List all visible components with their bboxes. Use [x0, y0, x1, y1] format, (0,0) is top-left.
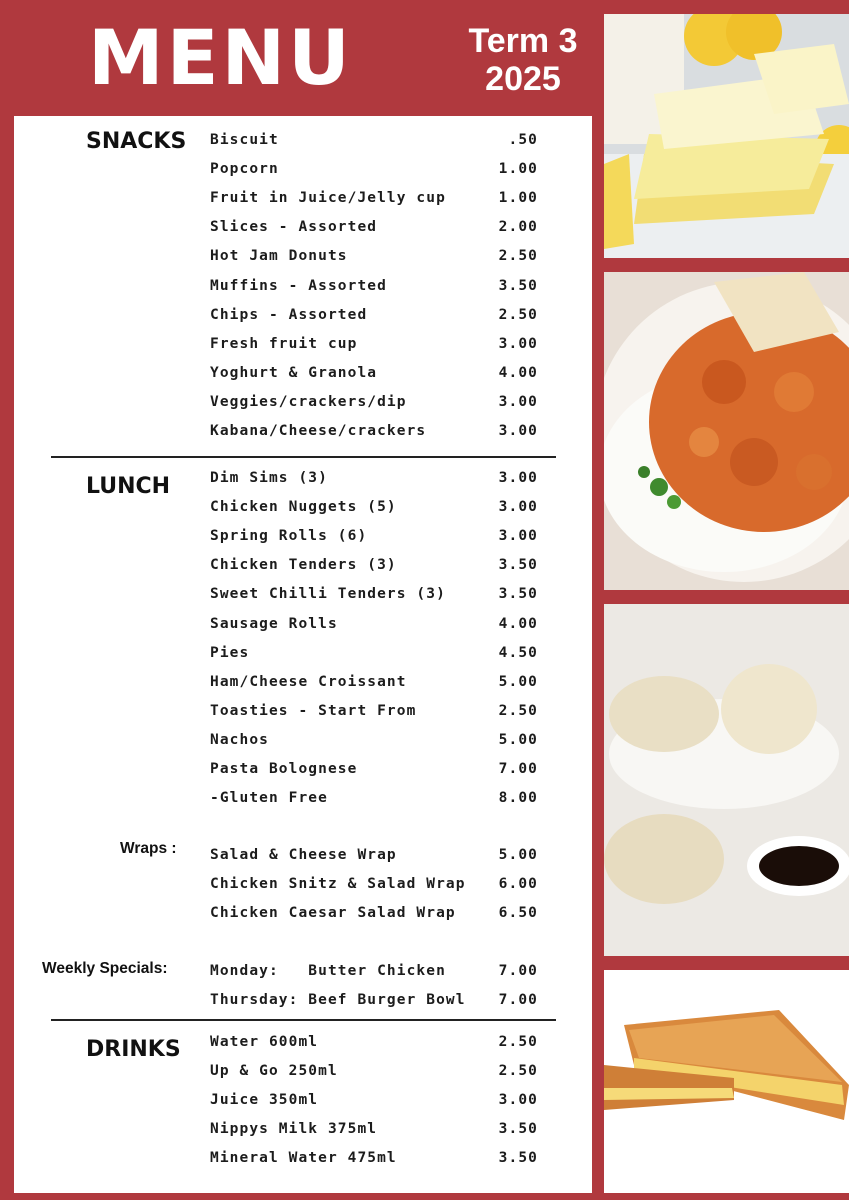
menu-item-price: 3.00: [498, 528, 538, 545]
section-heading-lunch: LUNCH: [86, 474, 171, 499]
menu-item: [210, 365, 550, 387]
menu-item-name: Veggies/crackers/dip: [210, 393, 407, 410]
menu-item: [210, 761, 550, 783]
menu-item-price: 6.00: [498, 876, 538, 893]
menu-item-price: 3.00: [498, 1092, 538, 1109]
menu-item-price: 3.50: [498, 557, 538, 574]
menu-item-name: Chicken Tenders (3): [210, 557, 397, 574]
menu-item-name: Salad & Cheese Wrap: [210, 847, 397, 863]
menu-item: [210, 499, 550, 521]
menu-item: [210, 1034, 550, 1056]
menu-item-name: Hot Jam Donuts: [210, 248, 348, 265]
menu-item: [210, 470, 550, 492]
menu-item-name: Fresh fruit cup: [210, 335, 358, 352]
menu-item-name: Fruit in Juice/Jelly cup: [210, 190, 446, 207]
menu-item-name: Dim Sims (3): [210, 470, 328, 486]
menu-item: [210, 132, 550, 154]
menu-item: [210, 557, 550, 579]
menu-item-name: Chicken Nuggets (5): [210, 499, 397, 516]
menu-item-name: Toasties - Start From: [210, 702, 417, 719]
toastie-photo: [604, 970, 849, 1193]
menu-item: [210, 219, 550, 241]
menu-item-price: 2.50: [498, 306, 538, 323]
menu-item: [210, 905, 550, 927]
menu-item-name: Yoghurt & Granola: [210, 364, 378, 381]
menu-item: [210, 1092, 550, 1114]
section-heading-drinks: DRINKS: [86, 1037, 181, 1062]
menu-item-price: 5.00: [498, 731, 538, 748]
menu-item: [210, 963, 550, 985]
menu-item-name: Chips - Assorted: [210, 306, 368, 323]
menu-item-name: Nippys Milk 375ml: [210, 1121, 378, 1138]
menu-item-price: 2.50: [498, 1034, 538, 1050]
menu-item-name: Biscuit: [210, 132, 279, 148]
menu-item: [210, 1063, 550, 1085]
menu-item: [210, 307, 550, 329]
menu-item-price: 3.00: [498, 423, 538, 439]
menu-item-price: 3.00: [498, 470, 538, 486]
menu-item: [210, 278, 550, 300]
menu-item-price: .50: [508, 132, 538, 148]
menu-item-price: 3.50: [498, 1121, 538, 1138]
menu-item-price: 3.50: [498, 1150, 538, 1167]
menu-item-price: 1.00: [498, 190, 538, 207]
menu-item-name: Popcorn: [210, 161, 279, 178]
menu-item-price: 3.00: [498, 499, 538, 516]
menu-item: [210, 586, 550, 608]
menu-item-name: Kabana/Cheese/crackers: [210, 423, 427, 439]
menu-item-name: Sweet Chilli Tenders (3): [210, 586, 446, 603]
term-line-1: Term 3: [468, 22, 578, 60]
menu-item-name: Monday: Butter Chicken: [210, 963, 446, 979]
menu-item-name: Pies: [210, 644, 250, 661]
menu-item: [210, 190, 550, 212]
menu-item-name: Water 600ml: [210, 1034, 319, 1050]
menu-item: [210, 732, 550, 754]
menu-item-price: 7.00: [498, 992, 538, 1009]
menu-item-price: 6.50: [498, 905, 538, 922]
menu-item: [210, 336, 550, 358]
butter-chicken-photo: [604, 272, 849, 590]
menu-item-name: Thursday: Beef Burger Bowl: [210, 992, 466, 1009]
menu-item-price: 4.50: [498, 644, 538, 661]
menu-item: [210, 847, 550, 869]
menu-item-name: Up & Go 250ml: [210, 1063, 338, 1080]
menu-item-price: 2.00: [498, 219, 538, 236]
menu-item-price: 2.50: [498, 248, 538, 265]
menu-item-name: Juice 350ml: [210, 1092, 319, 1109]
menu-item-name: Chicken Caesar Salad Wrap: [210, 905, 456, 922]
menu-item-price: 7.00: [498, 761, 538, 777]
dim-sims-photo: [604, 604, 849, 956]
menu-item: [210, 528, 550, 550]
menu-item: [210, 1150, 550, 1172]
menu-item: [210, 161, 550, 183]
menu-item: [210, 616, 550, 638]
menu-item-price: 7.00: [498, 963, 538, 979]
menu-item: [210, 674, 550, 696]
term-year: 2025: [485, 60, 561, 98]
menu-item-name: Sausage Rolls: [210, 615, 338, 632]
menu-item-name: Slices - Assorted: [210, 219, 378, 236]
menu-item-price: 3.50: [498, 586, 538, 603]
menu-item: [210, 992, 550, 1014]
menu-item-name: -Gluten Free: [210, 790, 328, 807]
menu-item: [210, 876, 550, 898]
menu-item: [210, 423, 550, 445]
menu-item: [210, 1121, 550, 1143]
menu-title: MENU: [88, 13, 353, 102]
menu-item-name: Pasta Bolognese: [210, 761, 358, 777]
menu-item-price: 5.00: [498, 673, 538, 690]
menu-item: [210, 248, 550, 270]
section-heading-snacks: SNACKS: [86, 129, 187, 154]
menu-item-price: 1.00: [498, 161, 538, 178]
menu-item-price: 3.00: [498, 393, 538, 410]
lemon-slice-photo: [604, 14, 849, 258]
menu-item-price: 2.50: [498, 1063, 538, 1080]
term-label: [452, 22, 594, 98]
menu-item-name: Spring Rolls (6): [210, 528, 368, 545]
divider: [51, 456, 556, 458]
menu-item: [210, 394, 550, 416]
menu-item-price: 5.00: [498, 847, 538, 863]
weekly-specials-label: Weekly Specials:: [42, 960, 168, 977]
menu-item-name: Muffins - Assorted: [210, 277, 387, 294]
divider: [51, 1019, 556, 1021]
menu-item-price: 8.00: [498, 790, 538, 807]
menu-item: [210, 703, 550, 725]
menu-item-price: 3.00: [498, 335, 538, 352]
menu-item-name: Mineral Water 475ml: [210, 1150, 397, 1167]
menu-item-price: 4.00: [498, 364, 538, 381]
menu-item-name: Nachos: [210, 731, 269, 748]
menu-item-name: Chicken Snitz & Salad Wrap: [210, 876, 466, 893]
menu-item-price: 4.00: [498, 615, 538, 632]
menu-item: [210, 790, 550, 812]
wraps-label: Wraps :: [120, 840, 177, 857]
menu-item-price: 2.50: [498, 702, 538, 719]
menu-item-name: Ham/Cheese Croissant: [210, 673, 407, 690]
menu-item-price: 3.50: [498, 277, 538, 294]
menu-item: [210, 645, 550, 667]
